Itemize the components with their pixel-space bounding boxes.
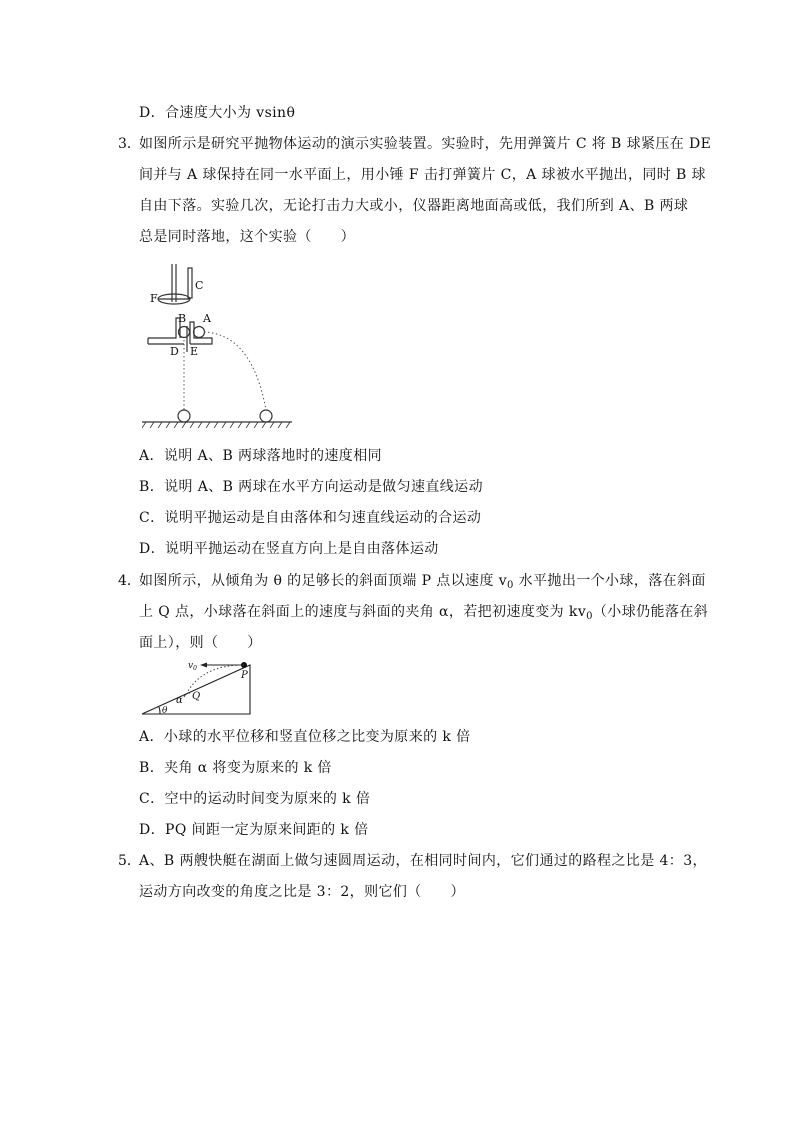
q3-apparatus-figure <box>142 262 292 434</box>
q4-option-a: A．小球的水平位移和竖直位移之比变为原来的 k 倍 <box>139 729 471 745</box>
q4-incline-figure <box>138 657 258 717</box>
label-C: C <box>195 279 204 292</box>
q5-line-2: 运动方向改变的角度之比是 3：2，则它们（ ） <box>139 884 465 900</box>
q4-option-b: B．夹角 α 将变为原来的 k 倍 <box>139 760 332 776</box>
label-A: A <box>203 312 211 325</box>
label-F: F <box>150 292 158 305</box>
q3-option-b: B．说明 A、B 两球在水平方向运动是做匀速直线运动 <box>139 479 483 495</box>
label-B: B <box>178 312 187 325</box>
label-Q: Q <box>192 691 201 702</box>
q3-number: 3． <box>118 136 141 152</box>
q3-option-d: D．说明平抛运动在竖直方向上是自由落体运动 <box>139 541 439 557</box>
label-alpha: α <box>176 695 183 706</box>
q3-line-2: 间并与 A 球保持在同一水平面上，用小锤 F 击打弹簧片 C，A 球被水平抛出，同时 B 球 <box>139 167 706 183</box>
q3-line-1: 如图所示是研究平抛物体运动的演示实验装置。实验时，先用弹簧片 C 将 B 球紧压在 DE <box>139 136 712 152</box>
q3-option-c: C．说明平抛运动是自由落体和匀速直线运动的合运动 <box>139 510 482 526</box>
label-D: D <box>170 345 179 358</box>
label-theta: θ <box>162 706 168 716</box>
q3-option-a: A．说明 A、B 两球落地时的速度相同 <box>139 448 383 464</box>
q5-number: 5． <box>118 853 141 869</box>
q3-line-4: 总是同时落地，这个实验（ ） <box>139 229 355 245</box>
label-v0: $v_0$ <box>188 661 197 672</box>
label-P: P <box>241 670 248 681</box>
q4-option-c: C．空中的运动时间变为原来的 k 倍 <box>139 791 371 807</box>
q4-line-3: 面上），则（ ） <box>139 635 262 651</box>
label-E: E <box>190 345 199 358</box>
prev-option-d: D．合速度大小为 vsinθ <box>139 105 296 121</box>
q4-option-d: D．PQ 间距一定为原来间距的 k 倍 <box>139 822 369 838</box>
q4-line-2: 上 Q 点，小球落在斜面上的速度与斜面的夹角 α，若把初速度变为 $kv_0$（小球仍能落在斜 <box>139 604 709 622</box>
q4-line-1: 如图所示，从倾角为 θ 的足够长的斜面顶端 P 点以速度 $v_0$ 水平抛出一个小球，落在斜面 <box>139 573 706 591</box>
q4-number: 4． <box>118 573 141 589</box>
q3-line-3: 自由下落。实验几次，无论打击力大或小，仪器距离地面高或低，我们所到 A、B 两球 <box>139 198 689 214</box>
q5-line-1: A、B 两艘快艇在湖面上做匀速圆周运动，在相同时间内，它们通过的路程之比是 4：3， <box>139 853 707 869</box>
